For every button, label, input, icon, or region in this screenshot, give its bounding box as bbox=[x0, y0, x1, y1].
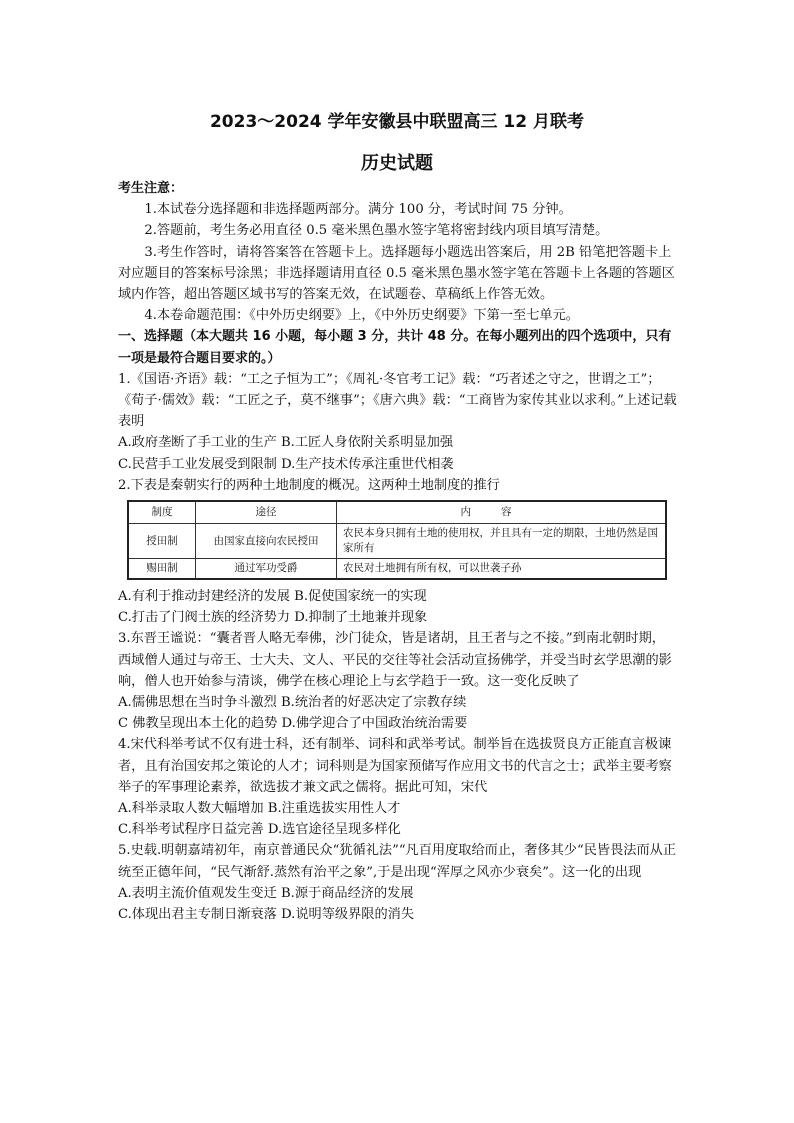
question-5-option-row: A.表明主流价值观发生变迁 B.源于商品经济的发展 bbox=[118, 885, 414, 901]
section-heading: 一、选择题（本大题共 16 小题，每小题 3 分，共计 48 分。在每小题列出的四个选项中，只有一项是最符合题目要求的。） bbox=[118, 329, 672, 366]
question-3-stem: 3.东晋王谧说：“囊者晋人略无奉佛，沙门徒众，皆是诸胡，且王者与之不接。”到南北朝时期，西域僧人通过与帝王、士大夫、文人、平民的交往等社会活动宣扬佛学，并受当时玄学思潮的影响，僧人也开始参与清谈，佛学在核心理论上与玄学趋于一致。这一变化反映了 bbox=[118, 631, 672, 689]
table-header-cell: 内容 bbox=[337, 501, 667, 524]
table-cell: 由国家直接向农民授田 bbox=[196, 524, 337, 559]
notice-item: 3.考生作答时，请将答案答在答题卡上。选择题每小题选出答案后，用 2B 铅笔把答题卡上对应题目的答案标号涂黑；非选择题请用直径 0.5 毫米黑色墨水签字笔在答题卡上各题的答题区域内作答，超出答题区域书写的答案无效，在试题卷、草稿纸上作答无效。 bbox=[118, 244, 675, 303]
question-2-option-row: A.有利于推动封建经济的发展 B.促使国家统一的实现 bbox=[118, 589, 427, 605]
exam-content bbox=[118, 178, 678, 925]
question-5-option-row: C.体现出君主专制日渐衰落 D.说明等级界限的消失 bbox=[118, 907, 415, 923]
question-3-option-row: A.儒佛思想在当时争斗激烈 B.统治者的好恶决定了宗教存续 bbox=[118, 695, 467, 711]
table-cell: 通过军功受爵 bbox=[196, 559, 337, 580]
table-cell: 赐田制 bbox=[128, 559, 196, 580]
notice-item: 4.本卷命题范围：《中外历史纲要》上，《中外历史纲要》下第一至七单元。 bbox=[144, 308, 579, 324]
question-2-stem: 2.下表是秦朝实行的两种土地制度的概况。这两种土地制度的推行 bbox=[118, 477, 500, 493]
question-2-option-row: C.打击了门阀士族的经济势力 D.抑制了土地兼并现象 bbox=[118, 610, 428, 626]
table-row bbox=[128, 559, 666, 580]
notice-heading: 考生注意： bbox=[118, 181, 184, 196]
question-1-option-row: A.政府垄断了手工业的生产 B.工匠人身依附关系明显加强 bbox=[118, 435, 454, 451]
exam-subtitle: 历史试题 bbox=[361, 153, 433, 174]
table-cell: 农民对土地拥有所有权，可以世袭子孙 bbox=[337, 559, 667, 580]
table-header-cell: 途径 bbox=[196, 501, 337, 524]
question-4-stem: 4.宋代科举考试不仅有进士科，还有制举、词科和武举考试。制举旨在选拔贤良方正能直言极谏者，且有治国安邦之策论的人才；词科则是为国家预储写作应用文书的代言之士；武举主要考察举子的军事理论素养，欲选拔才兼文武之儒将。据此可知，宋代 bbox=[118, 737, 672, 795]
notice-item: 2.答题前，考生务必用直径 0.5 毫米黑色墨水签字笔将密封线内项目填写清楚。 bbox=[144, 223, 609, 239]
table-cell: 农民本身只拥有土地的使用权，并且具有一定的期限，土地仍然是国家所有 bbox=[337, 524, 667, 559]
question-4-option-row: A.科举录取人数大幅增加 B.注重选拔实用性人才 bbox=[118, 801, 401, 817]
question-1-option-row: C.民营手工业发展受到限制 D.生产技术传承注重世代相袭 bbox=[118, 456, 454, 472]
exam-title: 2023～2024 学年安徽县中联盟高三 12 月联考 bbox=[209, 112, 585, 132]
question-3-option-row: C 佛教呈现出本土化的趋势 D.佛学迎合了中国政治统治需要 bbox=[118, 716, 468, 732]
table-cell: 授田制 bbox=[128, 524, 196, 559]
question-5-stem: 5.史载.明朝嘉靖初年，南京普通民众“犹循礼法”“凡百用度取给而止，奢侈其少“民皆畏法而从正统至正德年间，“民气渐舒.蒸然有治平之象”,于是出现“浑厚之风亦少衰矣”。这一化的出现 bbox=[118, 843, 677, 880]
notice-item: 1.本试卷分选择题和非选择题两部分。满分 100 分，考试时间 75 分钟。 bbox=[144, 202, 572, 218]
question-1-stem: 1.《国语·齐语》载：“工之子恒为工”；《周礼·冬官考工记》载：“巧者述之守之，世谓之工”；《荀子·儒效》载：“工匠之子，莫不继事”；《唐六典》载：“工商皆为家传其业以求利。”上述记载表明 bbox=[118, 371, 677, 430]
table-row bbox=[128, 524, 666, 559]
land-system-table bbox=[127, 500, 667, 580]
table-header-cell: 制度 bbox=[128, 501, 196, 524]
question-4-option-row: C.科举考试程序日益完善 D.选官途径呈现多样化 bbox=[118, 822, 401, 838]
table-header-row bbox=[128, 501, 666, 524]
